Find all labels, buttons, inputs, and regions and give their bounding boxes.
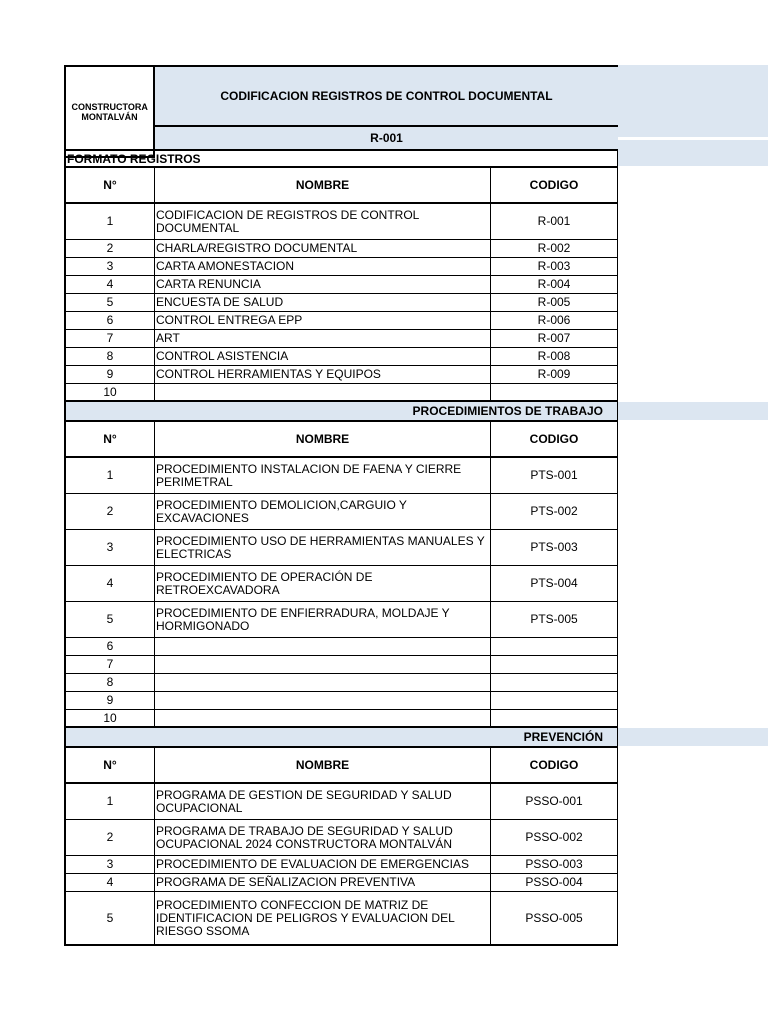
row-code-cell [491,638,618,656]
row-name-cell: CONTROL ASISTENCIA [155,348,491,366]
table-header-row [64,746,768,784]
row-number-cell: 2 [64,494,155,530]
row-number-cell: 9 [64,366,155,384]
row-number-cell: 4 [64,276,155,294]
title-area [155,65,618,158]
table-header-row [64,166,768,204]
row-name-cell: ENCUESTA DE SALUD [155,294,491,312]
document-sheet [64,65,768,946]
row-code-cell: PTS-001 [491,458,618,494]
row-tail [618,874,768,892]
row-tail [618,312,768,330]
row-name-cell [155,656,491,674]
section-label: FORMATO REGISTROS [64,149,618,166]
row-number-cell: 2 [64,240,155,258]
row-name-cell [155,384,491,402]
table-row [64,240,768,258]
row-number-cell: 10 [64,384,155,402]
section-band-tail [618,728,768,746]
row-number-cell: 5 [64,294,155,312]
table-row [64,820,768,856]
row-number-cell: 4 [64,874,155,892]
table-row [64,656,768,674]
row-number-cell: 7 [64,330,155,348]
row-name-cell: PROCEDIMIENTO DE EVALUACION DE EMERGENCIAS [155,856,491,874]
row-tail [618,692,768,710]
row-code-cell [491,674,618,692]
row-code-cell: R-001 [491,204,618,240]
row-name-cell [155,674,491,692]
table-row [64,566,768,602]
row-name-cell [155,710,491,728]
table-row [64,856,768,874]
row-tail [618,366,768,384]
row-tail [618,458,768,494]
table-row [64,258,768,276]
row-code-cell [491,692,618,710]
row-tail [618,784,768,820]
row-tail [618,674,768,692]
title-cell [155,67,618,127]
row-code-cell [491,384,618,402]
row-tail [618,294,768,312]
row-number-cell: 5 [64,602,155,638]
sections-container [64,166,768,946]
table-row [64,494,768,530]
row-code-cell: PTS-003 [491,530,618,566]
row-number-cell: 1 [64,784,155,820]
table-row [64,530,768,566]
table-row [64,384,768,402]
column-header-code: CODIGO [491,166,618,204]
row-number-cell: 6 [64,312,155,330]
table-row [64,638,768,656]
row-tail [618,602,768,638]
row-number-cell: 7 [64,656,155,674]
column-header-num: N° [64,420,155,458]
row-number-cell: 4 [64,566,155,602]
company-logo-cell [64,65,155,158]
row-name-cell: CODIFICACION DE REGISTROS DE CONTROL DOCUMENTAL [155,204,491,240]
row-number-cell: 10 [64,710,155,728]
document-title: CODIFICACION REGISTROS DE CONTROL DOCUMENTAL [220,89,553,103]
row-number-cell: 3 [64,258,155,276]
row-code-cell: PTS-005 [491,602,618,638]
row-name-cell: CARTA RENUNCIA [155,276,491,294]
column-header-code: CODIGO [491,420,618,458]
row-code-cell: PSSO-005 [491,892,618,946]
row-number-cell: 3 [64,530,155,566]
row-code-cell: R-006 [491,312,618,330]
row-tail [618,710,768,728]
row-tail [618,656,768,674]
column-header-name: NOMBRE [155,746,491,784]
company-name: CONSTRUCTORA MONTALVÁN [71,101,148,122]
row-code-cell: R-003 [491,258,618,276]
row-code-cell: PSSO-003 [491,856,618,874]
row-name-cell [155,638,491,656]
table-row [64,674,768,692]
row-name-cell: CHARLA/REGISTRO DOCUMENTAL [155,240,491,258]
table-row [64,892,768,946]
row-tail [618,530,768,566]
row-tail [618,566,768,602]
row-code-cell: R-002 [491,240,618,258]
title-band-tail [618,65,768,137]
row-tail [618,276,768,294]
row-tail [618,240,768,258]
row-number-cell: 6 [64,638,155,656]
column-header-name: NOMBRE [155,166,491,204]
section-label-row [64,149,768,166]
row-number-cell: 1 [64,204,155,240]
table-row [64,874,768,892]
row-code-cell [491,656,618,674]
table-row [64,692,768,710]
row-number-cell: 8 [64,348,155,366]
row-tail [618,166,768,204]
row-number-cell: 5 [64,892,155,946]
row-tail [618,330,768,348]
table-row [64,784,768,820]
row-number-cell: 1 [64,458,155,494]
row-tail [618,384,768,402]
section-band-tail [618,402,768,420]
row-tail [618,820,768,856]
table-row [64,276,768,294]
row-code-cell: PSSO-001 [491,784,618,820]
row-code-cell: PTS-004 [491,566,618,602]
row-name-cell: CONTROL HERRAMIENTAS Y EQUIPOS [155,366,491,384]
row-number-cell: 8 [64,674,155,692]
column-header-name: NOMBRE [155,420,491,458]
row-code-cell: PSSO-004 [491,874,618,892]
section-title-row [64,402,768,420]
row-name-cell: ART [155,330,491,348]
row-code-cell: R-007 [491,330,618,348]
row-code-cell: R-009 [491,366,618,384]
row-tail [618,348,768,366]
row-name-cell: PROCEDIMIENTO DE OPERACIÓN DE RETROEXCAVADORA [155,566,491,602]
row-name-cell: PROCEDIMIENTO DE ENFIERRADURA, MOLDAJE Y HORMIGONADO [155,602,491,638]
row-tail [618,204,768,240]
column-header-num: N° [64,166,155,204]
row-name-cell: PROCEDIMIENTO INSTALACION DE FAENA Y CIERRE PERIMETRAL [155,458,491,494]
row-code-cell: R-004 [491,276,618,294]
row-name-cell: CONTROL ENTREGA EPP [155,312,491,330]
table-row [64,366,768,384]
table-row [64,204,768,240]
row-tail [618,892,768,946]
table-row [64,330,768,348]
row-name-cell: PROGRAMA DE TRABAJO DE SEGURIDAD Y SALUD OCUPACIONAL 2024 CONSTRUCTORA MONTALVÁN [155,820,491,856]
section-title: PREVENCIÓN [64,728,618,746]
row-name-cell: PROCEDIMIENTO CONFECCION DE MATRIZ DE IDENTIFICACION DE PELIGROS Y EVALUACION DEL RIESGO SSOMA [155,892,491,946]
table-header-row [64,420,768,458]
label-band-tail [618,140,768,166]
code-cell [155,127,618,149]
row-tail [618,258,768,276]
section-title-row [64,728,768,746]
row-code-cell [491,710,618,728]
table-row [64,348,768,366]
table-row [64,294,768,312]
row-name-cell: CARTA AMONESTACION [155,258,491,276]
row-tail [618,638,768,656]
row-tail [618,856,768,874]
row-name-cell: PROGRAMA DE SEÑALIZACION PREVENTIVA [155,874,491,892]
row-number-cell: 9 [64,692,155,710]
row-code-cell: PSSO-002 [491,820,618,856]
row-name-cell: PROCEDIMIENTO DEMOLICION,CARGUIO Y EXCAVACIONES [155,494,491,530]
document-code: R-001 [370,131,403,145]
table-row [64,458,768,494]
section-title: PROCEDIMIENTOS DE TRABAJO [64,402,618,420]
row-name-cell: PROCEDIMIENTO USO DE HERRAMIENTAS MANUALES Y ELECTRICAS [155,530,491,566]
table-row [64,710,768,728]
row-number-cell: 3 [64,856,155,874]
column-header-code: CODIGO [491,746,618,784]
row-code-cell: R-008 [491,348,618,366]
row-name-cell: PROGRAMA DE GESTION DE SEGURIDAD Y SALUD OCUPACIONAL [155,784,491,820]
row-tail [618,494,768,530]
table-row [64,602,768,638]
table-row [64,312,768,330]
row-tail [618,746,768,784]
row-tail [618,420,768,458]
row-number-cell: 2 [64,820,155,856]
column-header-num: N° [64,746,155,784]
row-code-cell: PTS-002 [491,494,618,530]
row-name-cell [155,692,491,710]
row-code-cell: R-005 [491,294,618,312]
